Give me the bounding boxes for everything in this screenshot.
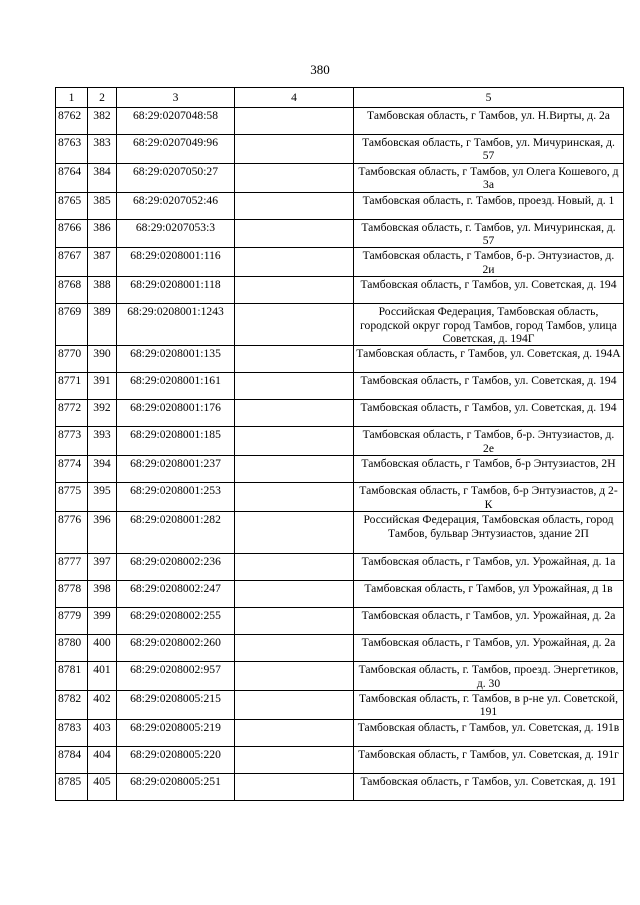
address: Тамбовская область, г Тамбов, ул. Советская, д. 194 <box>354 277 624 304</box>
column-4-value <box>235 773 354 800</box>
address: Российская Федерация, Тамбовская область, городской округ город Тамбов, город Тамбов, улица Советская, д. 194Г <box>354 304 624 346</box>
row-number: 8766 <box>56 219 88 248</box>
cadastral-number: 68:29:0208002:255 <box>117 608 235 635</box>
cadastral-number: 68:29:0207048:58 <box>117 108 235 135</box>
cadastral-number: 68:29:0208001:282 <box>117 512 235 554</box>
row-number: 8774 <box>56 456 88 483</box>
table-row <box>56 719 624 746</box>
table-row <box>56 248 624 277</box>
column-4-value <box>235 483 354 512</box>
item-number: 390 <box>88 346 117 373</box>
column-4-value <box>235 635 354 662</box>
cadastral-number: 68:29:0208001:1243 <box>117 304 235 346</box>
table-row <box>56 108 624 135</box>
address: Тамбовская область, г Тамбов, ул. Мичуринская, д. 57 <box>354 135 624 164</box>
row-number: 8769 <box>56 304 88 346</box>
table-row <box>56 400 624 427</box>
cadastral-number: 68:29:0208001:253 <box>117 483 235 512</box>
column-4-value <box>235 427 354 456</box>
column-4-value <box>235 719 354 746</box>
table-row <box>56 554 624 581</box>
address: Тамбовская область, г Тамбов, ул. Советская, д. 194 <box>354 373 624 400</box>
column-4-value <box>235 219 354 248</box>
table-row <box>56 219 624 248</box>
item-number: 382 <box>88 108 117 135</box>
address: Тамбовская область, г. Тамбов, ул. Мичуринская, д. 57 <box>354 219 624 248</box>
row-number: 8768 <box>56 277 88 304</box>
item-number: 394 <box>88 456 117 483</box>
address: Тамбовская область, г Тамбов, ул. Советская, д. 191в <box>354 719 624 746</box>
table-row <box>56 456 624 483</box>
cadastral-number: 68:29:0208002:957 <box>117 662 235 691</box>
address: Тамбовская область, г Тамбов, ул Урожайная, д 1в <box>354 581 624 608</box>
column-4-value <box>235 277 354 304</box>
table-row <box>56 135 624 164</box>
row-number: 8764 <box>56 163 88 192</box>
row-number: 8773 <box>56 427 88 456</box>
column-header: 1 <box>56 88 88 108</box>
item-number: 397 <box>88 554 117 581</box>
item-number: 398 <box>88 581 117 608</box>
table-row <box>56 746 624 773</box>
column-4-value <box>235 581 354 608</box>
table-row <box>56 277 624 304</box>
row-number: 8775 <box>56 483 88 512</box>
column-4-value <box>235 373 354 400</box>
address: Тамбовская область, г Тамбов, ул. Урожайная, д. 2а <box>354 635 624 662</box>
row-number: 8780 <box>56 635 88 662</box>
column-4-value <box>235 456 354 483</box>
cadastral-number: 68:29:0208001:135 <box>117 346 235 373</box>
item-number: 384 <box>88 163 117 192</box>
item-number: 387 <box>88 248 117 277</box>
column-header: 2 <box>88 88 117 108</box>
row-number: 8771 <box>56 373 88 400</box>
item-number: 385 <box>88 192 117 219</box>
address: Тамбовская область, г Тамбов, ул. Советская, д. 191г <box>354 746 624 773</box>
column-4-value <box>235 108 354 135</box>
header-row <box>56 88 624 108</box>
cadastral-number: 68:29:0208002:236 <box>117 554 235 581</box>
row-number: 8784 <box>56 746 88 773</box>
row-number: 8777 <box>56 554 88 581</box>
item-number: 396 <box>88 512 117 554</box>
address: Тамбовская область, г Тамбов, ул. Советская, д. 194А <box>354 346 624 373</box>
row-number: 8765 <box>56 192 88 219</box>
column-4-value <box>235 512 354 554</box>
address: Тамбовская область, г. Тамбов, в р-не ул. Советской, 191 <box>354 690 624 719</box>
cadastral-number: 68:29:0208001:185 <box>117 427 235 456</box>
column-4-value <box>235 248 354 277</box>
item-number: 389 <box>88 304 117 346</box>
item-number: 386 <box>88 219 117 248</box>
address: Тамбовская область, г Тамбов, б-р. Энтузиастов, д. 2е <box>354 427 624 456</box>
column-4-value <box>235 304 354 346</box>
address: Тамбовская область, г Тамбов, ул. Урожайная, д. 2а <box>354 608 624 635</box>
cadastral-number: 68:29:0208005:219 <box>117 719 235 746</box>
table-row <box>56 690 624 719</box>
column-4-value <box>235 163 354 192</box>
item-number: 403 <box>88 719 117 746</box>
row-number: 8778 <box>56 581 88 608</box>
address: Тамбовская область, г Тамбов, б-р Энтузиастов, 2Н <box>354 456 624 483</box>
column-header: 5 <box>354 88 624 108</box>
column-header: 3 <box>117 88 235 108</box>
cadastral-number: 68:29:0208001:116 <box>117 248 235 277</box>
cadastral-number: 68:29:0208001:161 <box>117 373 235 400</box>
cadastral-number: 68:29:0208002:260 <box>117 635 235 662</box>
address: Тамбовская область, г Тамбов, ул. Советская, д. 194 <box>354 400 624 427</box>
row-number: 8781 <box>56 662 88 691</box>
address: Тамбовская область, г Тамбов, ул Олега Кошевого, д 3а <box>354 163 624 192</box>
row-number: 8779 <box>56 608 88 635</box>
table-row <box>56 346 624 373</box>
row-number: 8762 <box>56 108 88 135</box>
item-number: 395 <box>88 483 117 512</box>
page-number: 380 <box>310 62 330 77</box>
cadastral-number: 68:29:0208001:176 <box>117 400 235 427</box>
table-row <box>56 192 624 219</box>
cadastral-number: 68:29:0208002:247 <box>117 581 235 608</box>
table-row <box>56 662 624 691</box>
column-4-value <box>235 346 354 373</box>
address: Тамбовская область, г Тамбов, ул. Советская, д. 191 <box>354 773 624 800</box>
row-number: 8776 <box>56 512 88 554</box>
table-row <box>56 304 624 346</box>
table-row <box>56 483 624 512</box>
row-number: 8785 <box>56 773 88 800</box>
item-number: 383 <box>88 135 117 164</box>
item-number: 391 <box>88 373 117 400</box>
row-number: 8767 <box>56 248 88 277</box>
cadastral-number: 68:29:0207049:96 <box>117 135 235 164</box>
column-4-value <box>235 662 354 691</box>
table-row <box>56 773 624 800</box>
cadastral-number: 68:29:0208005:251 <box>117 773 235 800</box>
column-4-value <box>235 192 354 219</box>
address: Тамбовская область, г Тамбов, ул. Н.Вирты, д. 2а <box>354 108 624 135</box>
table-row <box>56 512 624 554</box>
row-number: 8783 <box>56 719 88 746</box>
column-4-value <box>235 690 354 719</box>
cadastral-number: 68:29:0208005:215 <box>117 690 235 719</box>
address: Тамбовская область, г Тамбов, б-р Энтузиастов, д 2-К <box>354 483 624 512</box>
column-4-value <box>235 135 354 164</box>
table-row <box>56 581 624 608</box>
column-4-value <box>235 400 354 427</box>
item-number: 388 <box>88 277 117 304</box>
registry-table <box>55 87 624 801</box>
row-number: 8782 <box>56 690 88 719</box>
cadastral-number: 68:29:0208005:220 <box>117 746 235 773</box>
address: Тамбовская область, г. Тамбов, проезд. Энергетиков, д. 30 <box>354 662 624 691</box>
address: Тамбовская область, г Тамбов, б-р. Энтузиастов, д. 2и <box>354 248 624 277</box>
item-number: 401 <box>88 662 117 691</box>
column-4-value <box>235 554 354 581</box>
table-row <box>56 163 624 192</box>
column-header: 4 <box>235 88 354 108</box>
cadastral-number: 68:29:0207052:46 <box>117 192 235 219</box>
item-number: 392 <box>88 400 117 427</box>
address: Тамбовская область, г Тамбов, ул. Урожайная, д. 1а <box>354 554 624 581</box>
cadastral-number: 68:29:0207050:27 <box>117 163 235 192</box>
cadastral-number: 68:29:0207053:3 <box>117 219 235 248</box>
table-row <box>56 608 624 635</box>
row-number: 8772 <box>56 400 88 427</box>
item-number: 402 <box>88 690 117 719</box>
column-4-value <box>235 608 354 635</box>
item-number: 399 <box>88 608 117 635</box>
item-number: 400 <box>88 635 117 662</box>
item-number: 405 <box>88 773 117 800</box>
cadastral-number: 68:29:0208001:118 <box>117 277 235 304</box>
table-row <box>56 427 624 456</box>
address: Российская Федерация, Тамбовская область, город Тамбов, бульвар Энтузиастов, здание 2П <box>354 512 624 554</box>
column-4-value <box>235 746 354 773</box>
table-row <box>56 373 624 400</box>
address: Тамбовская область, г. Тамбов, проезд. Новый, д. 1 <box>354 192 624 219</box>
cadastral-number: 68:29:0208001:237 <box>117 456 235 483</box>
table-row <box>56 635 624 662</box>
item-number: 404 <box>88 746 117 773</box>
item-number: 393 <box>88 427 117 456</box>
row-number: 8763 <box>56 135 88 164</box>
row-number: 8770 <box>56 346 88 373</box>
